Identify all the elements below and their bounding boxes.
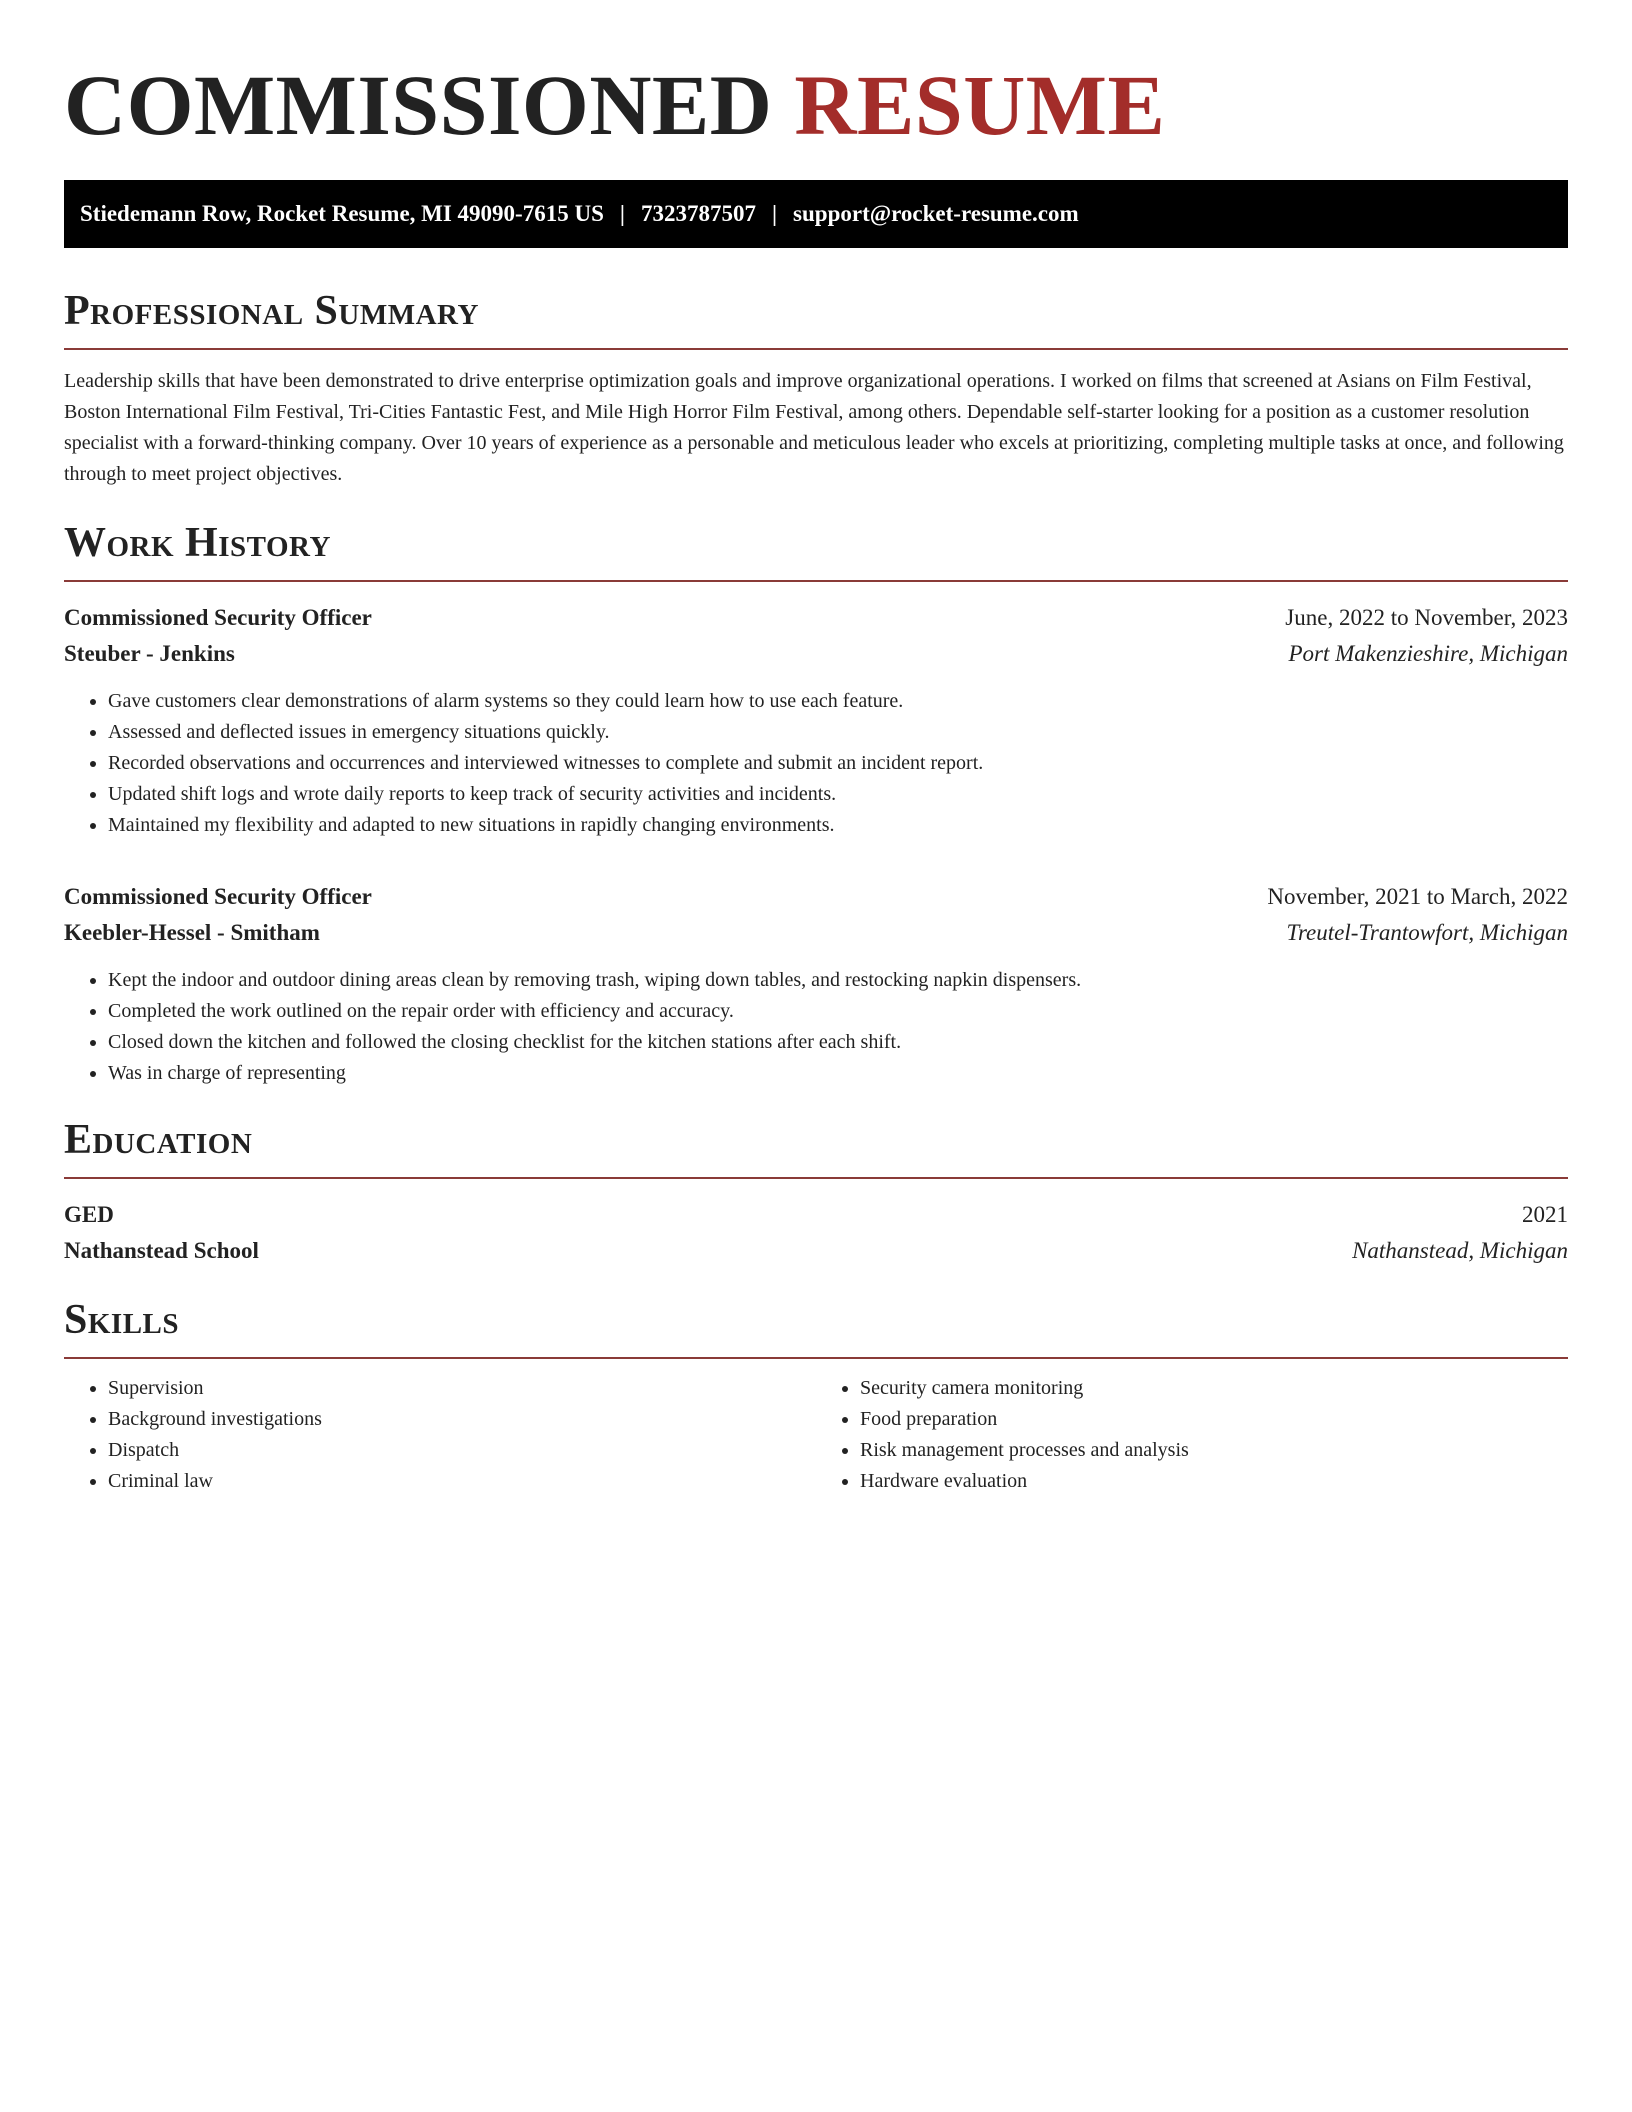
job-duties-list (64, 686, 1568, 841)
list-item: • Gave customers clear demonstrations of alarm systems so they could learn how to use each feature. (108, 686, 1568, 717)
job-title: Commissioned Security Officer (64, 605, 372, 630)
skill-item: • Security camera monitoring (860, 1373, 1568, 1404)
skills-heading: Skills (64, 1299, 1568, 1359)
skill-item: • Dispatch (108, 1435, 816, 1466)
contact-bar (64, 180, 1568, 248)
job-header-row (64, 600, 1568, 636)
skill-item: • Background investigations (108, 1404, 816, 1435)
skills-list-left (64, 1373, 816, 1497)
list-item: • Maintained my flexibility and adapted to new situations in rapidly changing environments. (108, 810, 1568, 841)
education-degree: GED (64, 1202, 114, 1227)
skill-item: • Risk management processes and analysis (860, 1435, 1568, 1466)
job-company-row (64, 915, 1568, 951)
list-item: • Kept the indoor and outdoor dining areas clean by removing trash, wiping down tables, and restocking napkin dispensers. (108, 965, 1568, 996)
list-item: • Recorded observations and occurrences and interviewed witnesses to complete and submit an incident report. (108, 748, 1568, 779)
job-header-row (64, 879, 1568, 915)
education-school: Nathanstead School (64, 1238, 259, 1263)
education-year: 2021 (1522, 1202, 1568, 1227)
education-degree-row (64, 1197, 1568, 1233)
job-duties-list (64, 965, 1568, 1089)
education-location: Nathanstead, Michigan (1352, 1238, 1568, 1263)
skills-columns (64, 1373, 1568, 1497)
list-item: • Completed the work outlined on the repair order with efficiency and accuracy. (108, 996, 1568, 1027)
list-item: • Updated shift logs and wrote daily reports to keep track of security activities and incidents. (108, 779, 1568, 810)
job-location: Port Makenzieshire, Michigan (1288, 641, 1568, 666)
job-dates: June, 2022 to November, 2023 (1285, 605, 1568, 630)
summary-heading: Professional Summary (64, 290, 1568, 350)
summary-section (64, 290, 1568, 490)
skill-item: • Food preparation (860, 1404, 1568, 1435)
title-second-word: RESUME (794, 57, 1166, 153)
education-heading: Education (64, 1119, 1568, 1179)
list-item: • Was in charge of representing (108, 1058, 1568, 1089)
summary-text: Leadership skills that have been demonstrated to drive enterprise optimization goals and improve organizational operations. I worked on films that screened at Asians on Film Festival, Boston International Film Festival, Tri-Cities Fantastic Fest, and Mile High Horror Film Festival, among others. Dependable self-starter looking for a position as a customer resolution specialist with a forward-thinking company. Over 10 years of experience as a personable and meticulous leader who excels at prioritizing, completing multiple tasks at once, and following through to meet project objectives. (64, 370, 1564, 485)
skills-list-right (816, 1373, 1568, 1497)
job-entry (64, 600, 1568, 841)
job-entry (64, 879, 1568, 1089)
job-location: Treutel-Trantowfort, Michigan (1286, 920, 1568, 945)
job-title: Commissioned Security Officer (64, 884, 372, 909)
contact-phone: 7323787507 (640, 201, 756, 226)
skill-item: • Criminal law (108, 1466, 816, 1497)
job-dates: November, 2021 to March, 2022 (1267, 884, 1568, 909)
title-first-word: COMMISSIONED (64, 57, 773, 153)
job-company-row (64, 636, 1568, 672)
list-item: • Closed down the kitchen and followed the closing checklist for the kitchen stations after each shift. (108, 1027, 1568, 1058)
education-entry (64, 1197, 1568, 1269)
resume-title (64, 57, 1568, 153)
job-company: Keebler-Hessel - Smitham (64, 920, 320, 945)
education-section (64, 1119, 1568, 1269)
work-history-section (64, 522, 1568, 1089)
skill-item: • Supervision (108, 1373, 816, 1404)
contact-email: support@rocket-resume.com (793, 201, 1079, 226)
work-history-heading: Work History (64, 522, 1568, 582)
education-school-row (64, 1233, 1568, 1269)
list-item: • Assessed and deflected issues in emergency situations quickly. (108, 717, 1568, 748)
contact-address: Stiedemann Row, Rocket Resume, MI 49090-7615 US (80, 201, 604, 226)
skills-section (64, 1299, 1568, 1497)
contact-separator: | (771, 201, 778, 226)
contact-separator: | (619, 201, 625, 226)
skill-item: • Hardware evaluation (860, 1466, 1568, 1497)
job-company: Steuber - Jenkins (64, 641, 235, 666)
